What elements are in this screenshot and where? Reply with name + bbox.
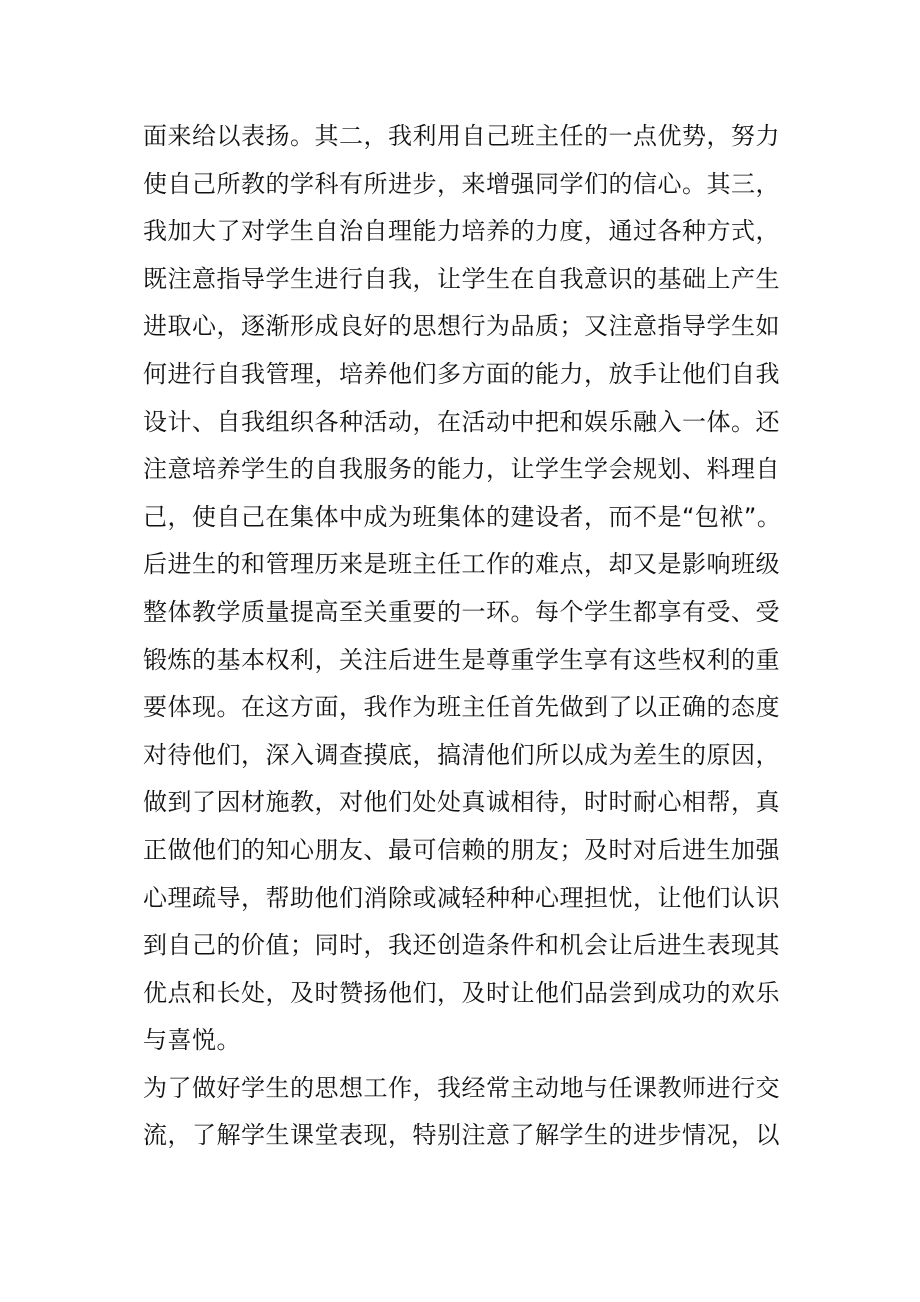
- text-line: 锻炼的基本权利，关注后进生是尊重学生享有这些权利的重: [143, 645, 780, 674]
- text-line: 心理疏导，帮助他们消除或减轻种种心理担忧，让他们认识: [143, 883, 780, 912]
- text-line: 何进行自我管理，培养他们多方面的能力，放手让他们自我: [143, 359, 780, 388]
- text-line: 与喜悦。: [143, 1026, 241, 1055]
- text-line: 进取心，逐渐形成良好的思想行为品质；又注意指导学生如: [143, 312, 780, 341]
- text-line: 设计、自我组织各种活动，在活动中把和娱乐融入一体。还: [143, 407, 780, 436]
- text-line: 我加大了对学生自治自理能力培养的力度，通过各种方式，: [143, 217, 780, 246]
- text-line: 使自己所教的学科有所进步，来增强同学们的信心。其三，: [143, 169, 780, 198]
- body-text: [143, 113, 793, 1160]
- text-line: 既注意指导学生进行自我，让学生在自我意识的基础上产生: [143, 264, 780, 293]
- text-line: 要体现。在这方面，我作为班主任首先做到了以正确的态度: [143, 693, 780, 722]
- text-line: 注意培养学生的自我服务的能力，让学生学会规划、料理自: [143, 455, 780, 484]
- text-line: 己，使自己在集体中成为班集体的建设者，而不是“包袱”。: [143, 502, 782, 531]
- text-line: 为了做好学生的思想工作，我经常主动地与任课教师进行交: [143, 1073, 780, 1102]
- text-line: 后进生的和管理历来是班主任工作的难点，却又是影响班级: [143, 550, 780, 579]
- text-line: 流，了解学生课堂表现，特别注意了解学生的进步情况，以: [143, 1121, 780, 1150]
- text-line: 整体教学质量提高至关重要的一环。每个学生都享有受、受: [143, 597, 780, 626]
- text-line: 做到了因材施教，对他们处处真诚相待，时时耐心相帮，真: [143, 788, 780, 817]
- text-line: 对待他们，深入调查摸底，搞清他们所以成为差生的原因，: [143, 740, 780, 769]
- text-line: 面来给以表扬。其二，我利用自己班主任的一点优势，努力: [143, 122, 780, 150]
- text-line: 优点和长处，及时赞扬他们，及时让他们品尝到成功的欢乐: [143, 978, 780, 1007]
- text-line: 到自己的价值；同时，我还创造条件和机会让后进生表现其: [143, 931, 780, 960]
- text-line: 正做他们的知心朋友、最可信赖的朋友；及时对后进生加强: [143, 835, 780, 864]
